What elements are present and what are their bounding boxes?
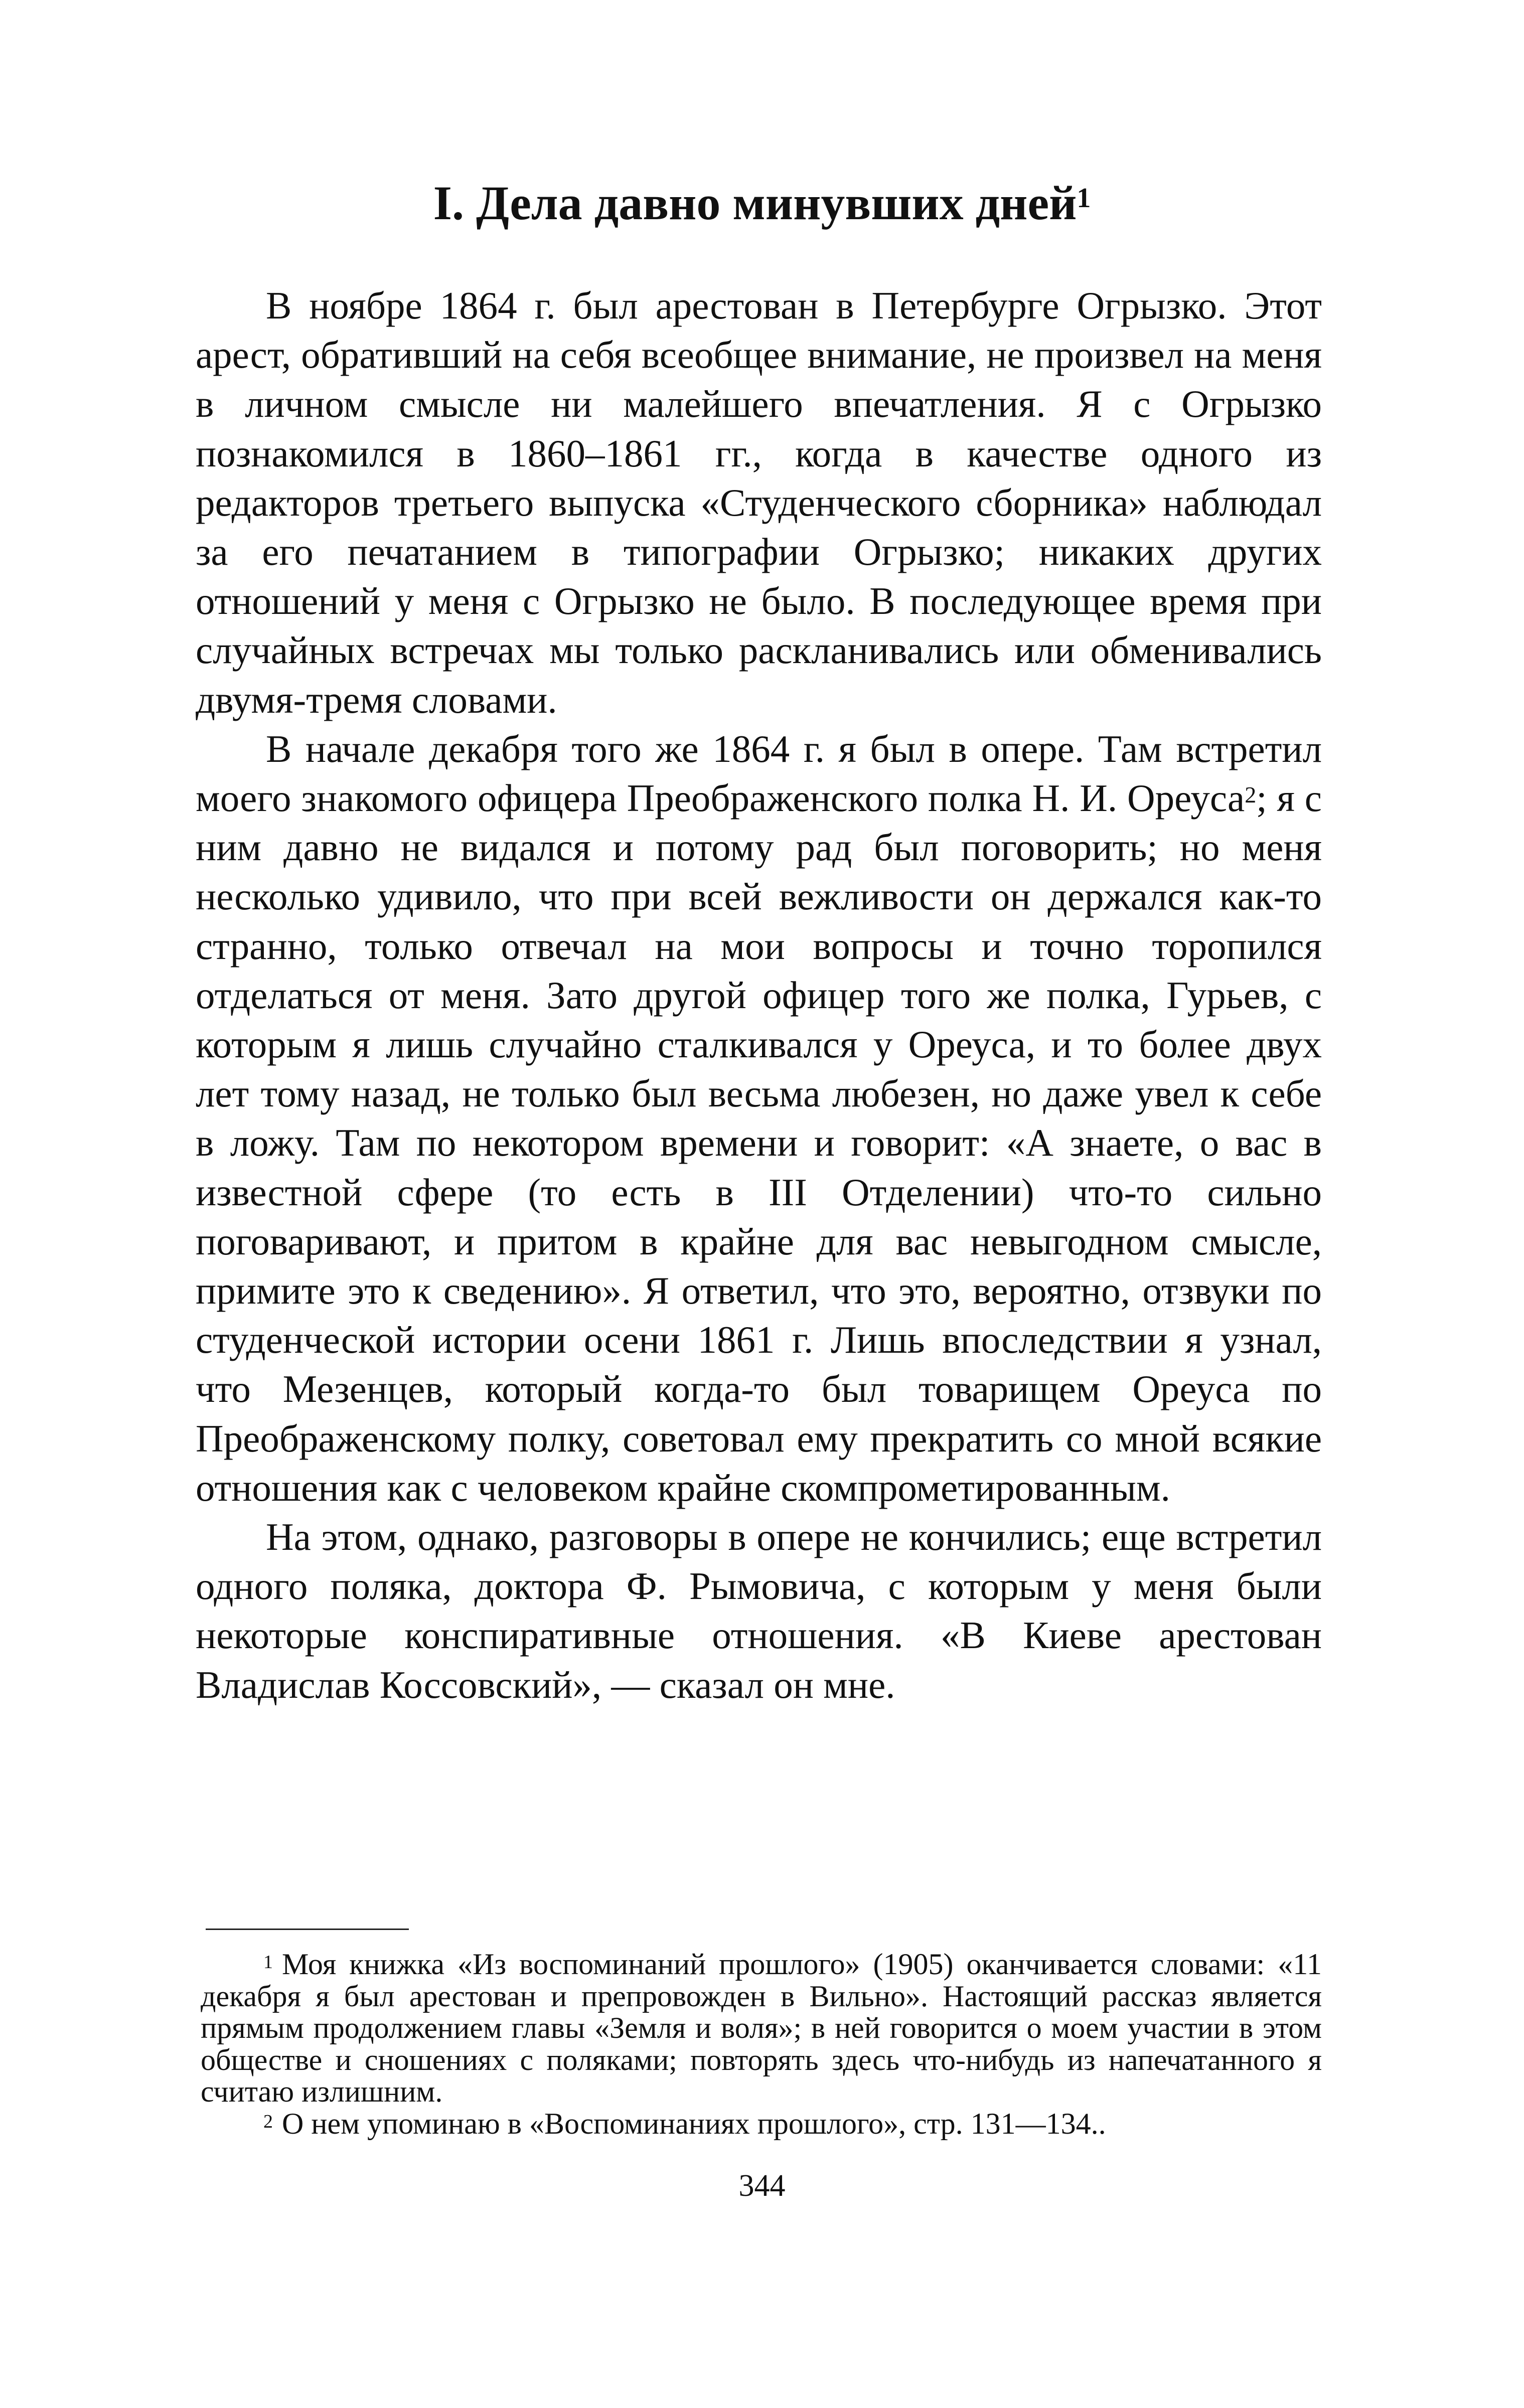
footnote-separator bbox=[206, 1929, 409, 1930]
main-text bbox=[196, 281, 1322, 1709]
footnote-number: 2 bbox=[263, 2111, 273, 2132]
chapter-heading bbox=[0, 173, 1524, 233]
paragraph-1: В ноябре 1864 г. был арестован в Петербурге Огрызко. Этот арест, обративший на себя всеобщее внимание, не произвел на меня в личном смысле ни малейшего впечатления. Я с Огрызко познакомился в 1860–1861 гг., когда в качестве одного из редакторов третьего выпуска «Студенческого сборника» наблюдал за его печатанием в типографии Огрызко; никаких других отношений у меня с Огрызко не было. В последующее время при случайных встречах мы только раскланивались или обменивались двумя-тремя словами. bbox=[196, 284, 1322, 721]
footnote-ref-2: 2 bbox=[1245, 782, 1257, 808]
paragraph-2-rest: ; я с ним давно не видался и потому рад был поговорить; но меня несколько удивило, что при всей вежливости он держался как-то странно, только отвечал на мои вопросы и точно торопился отделаться от меня. Зато другой офицер того же полка, Гурьев, с которым я лишь случайно сталкивался у Ореуса, и то более двух лет тому назад, не только был весьма любезен, но даже увел к себе в ложу. Там по некотором времени и говорит: «А знаете, о вас в известной сфере (то есть в III Отделении) что-то сильно поговаривают, и притом в крайне для вас невыгодном смысле, примите это к сведению». Я ответил, что это, вероятно, отзвуки по студенческой истории осени 1861 г. Лишь впоследствии я узнал, что Мезенцев, который когда-то был товарищем Ореуса по Преображенскому полку, советовал ему прекратить со мной всякие отношения как с человеком крайне скомпрометированным. bbox=[196, 776, 1322, 1509]
chapter-title: I. Дела давно минувших дней bbox=[433, 176, 1077, 230]
footnotes bbox=[201, 1949, 1322, 2140]
paragraph-2-start: В начале декабря того же 1864 г. я был в опере. Там встретил моего знакомого офицера Преображенского полка Н. И. Ореуса bbox=[196, 727, 1322, 820]
footnote-text: О нем упоминаю в «Воспоминаниях прошлого», стр. 131—134.. bbox=[282, 2107, 1106, 2140]
footnote-number: 1 bbox=[263, 1952, 273, 1973]
paragraph-3: На этом, однако, разговоры в опере не кончились; еще встретил одного поляка, доктора Ф. Рымовича, с которым у меня были некоторые конспиративные отношения. «В Киеве арестован Владислав Коссовский», — сказал он мне. bbox=[196, 1515, 1322, 1706]
heading-footnote-ref: 1 bbox=[1077, 183, 1091, 214]
page-number: 344 bbox=[738, 2169, 786, 2203]
footnote-2 bbox=[201, 2108, 1322, 2140]
paragraph-2 bbox=[196, 724, 1322, 1512]
footnote-1 bbox=[201, 1949, 1322, 2108]
footnote-text: Моя книжка «Из воспоминаний прошлого» (1905) оканчивается словами: «11 декабря я был арестован и препровожден в Вильно». Настоящий рассказ является прямым продолжением главы «Земля и воля»; в ней говорится о моем участии в этом обществе и сношениях с поляками; повторять здесь что-нибудь из напечатанного я считаю излишним. bbox=[201, 1948, 1322, 2108]
